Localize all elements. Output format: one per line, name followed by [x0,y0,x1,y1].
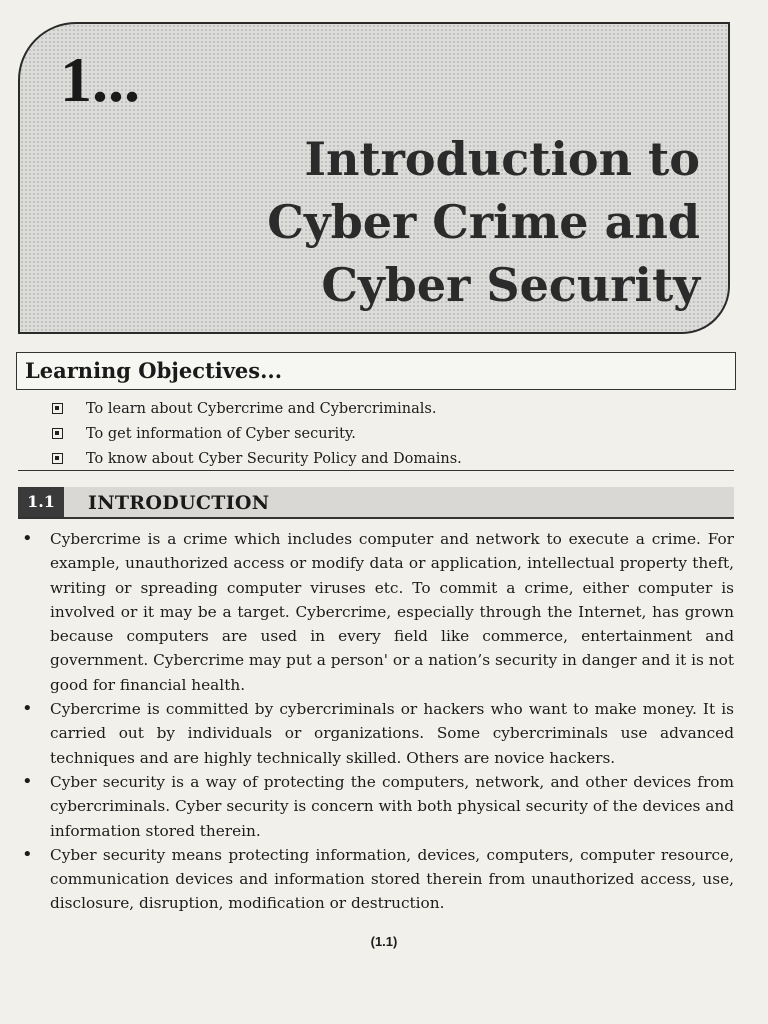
square-bullet-icon [52,428,63,439]
chapter-title: Introduction to Cyber Crime and Cyber Security [267,132,700,312]
section-heading-bar [18,487,734,519]
bullet-paragraph: • Cyber security means protecting information, devices, computers, computer resource, communication devices and information stored therein from unauthorized access, use, disclosure, disruption, modification or destruction. [22,843,734,916]
objective-text: To get information of Cyber security. [86,426,356,442]
section-title: INTRODUCTION [88,492,270,514]
objective-item [52,447,462,472]
page-number: (1.1) [370,934,398,949]
objective-text: To know about Cyber Security Policy and Domains. [86,451,462,467]
square-bullet-icon [52,403,63,414]
bullet-paragraph: • Cybercrime is committed by cybercriminals or hackers who want to make money. It is carried out by individuals or organizations. Some cybercriminals use advanced techniques and are highly technically skilled. Others are novice hackers. [22,697,734,770]
square-bullet-icon [52,453,63,464]
objective-text: To learn about Cybercrime and Cybercriminals. [86,401,437,417]
chapter-number: 1... [60,44,140,115]
bullet-paragraph: • Cybercrime is a crime which includes computer and network to execute a crime. For example, unauthorized access or modify data or application, intellectual property theft, writing or spreading computer viruses etc. To commit a crime, either computer is involved or it may be a target. Cybercrime, especially through the Internet, has grown because computers are used in every field like commerce, entertainment and government. Cybercrime may put a person' or a nation’s security in danger and it is not good for financial health. [22,527,734,697]
objective-item [52,422,462,447]
objective-item [52,397,462,422]
learning-objectives-box [16,352,736,390]
chapter-header-box [18,22,730,334]
learning-objectives-list [52,397,462,472]
section-bullet-list [22,527,734,916]
learning-objectives-heading: Learning Objectives... [25,358,283,383]
bullet-paragraph: • Cyber security is a way of protecting the computers, network, and other devices from cybercriminals. Cyber security is concern with both physical security of the devices and information stored therein. [22,770,734,843]
divider [18,470,734,471]
section-number: 1.1 [18,487,64,517]
